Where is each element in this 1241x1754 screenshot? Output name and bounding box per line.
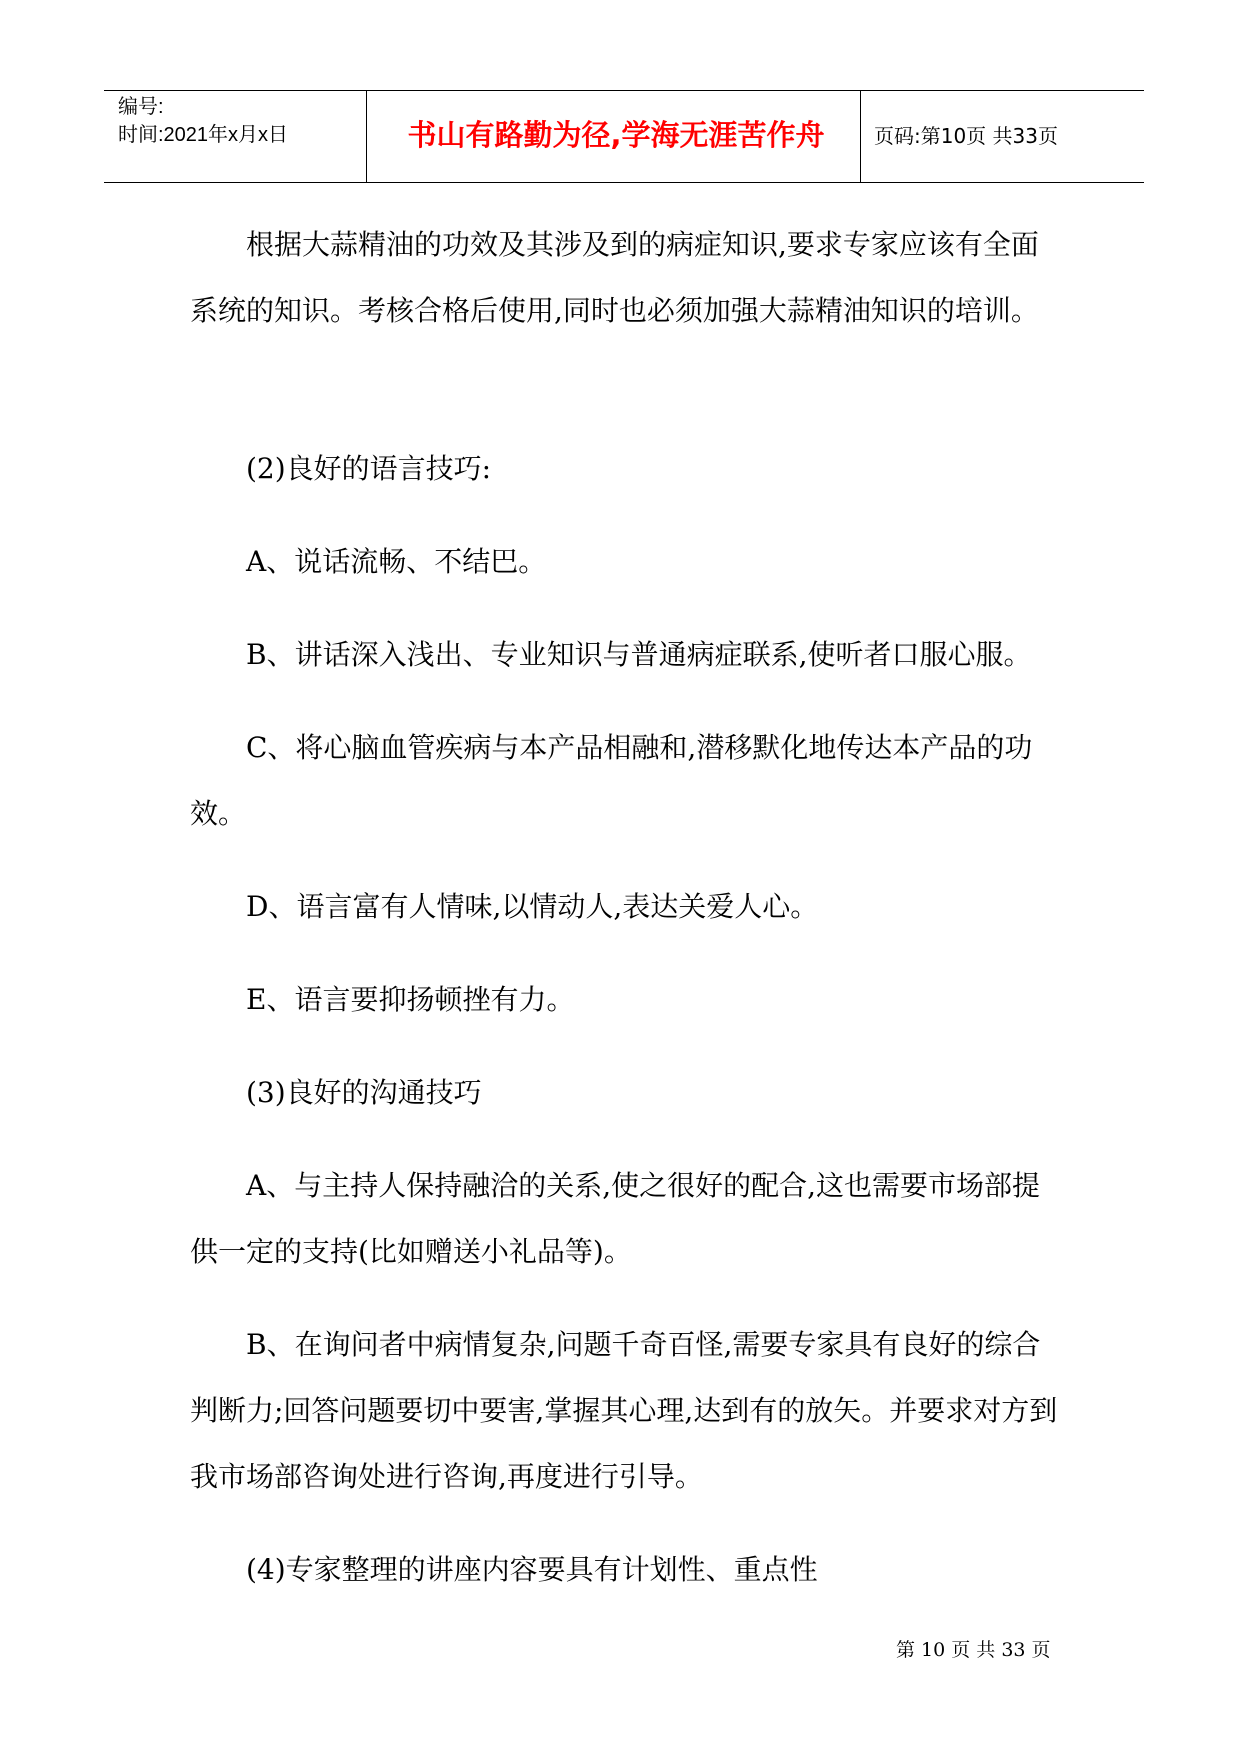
header-meta xyxy=(118,93,288,149)
section-heading-communication: (3)良好的沟通技巧 xyxy=(246,1076,482,1109)
header-motto: 书山有路勤为径,学海无涯苦作舟 xyxy=(407,118,825,152)
header-page-info: 页码:第10页 共33页 xyxy=(874,124,1058,148)
section-heading-lecture: (4)专家整理的讲座内容要具有计划性、重点性 xyxy=(246,1553,818,1586)
header-divider-left xyxy=(366,91,367,182)
paragraph-language-e: E、语言要抑扬顿挫有力。 xyxy=(246,983,575,1016)
page-footer: 第 10 页 共 33 页 xyxy=(896,1639,1051,1661)
paragraph-language-c: C、将心脑血管疾病与本产品相融和,潜移默化地传达本产品的功效。 xyxy=(190,731,1033,830)
paragraph-communication-b: B、在询问者中病情复杂,问题千奇百怪,需要专家具有良好的综合判断力;回答问题要切中要害,掌握其心理,达到有的放矢。并要求对方到我市场部咨询处进行咨询,再度进行引导。 xyxy=(190,1328,1058,1493)
paragraph-language-b: B、讲话深入浅出、专业知识与普通病症联系,使听者口服心服。 xyxy=(246,638,1032,671)
time-label: 时间:2021年x月x日 xyxy=(118,124,289,146)
paragraph-communication-a: A、与主持人保持融洽的关系,使之很好的配合,这也需要市场部提供一定的支持(比如赠送小礼品等)。 xyxy=(190,1169,1041,1268)
number-label: 编号: xyxy=(118,96,164,118)
page-header xyxy=(104,90,1144,183)
paragraph-language-d: D、语言富有人情味,以情动人,表达关爱人心。 xyxy=(246,890,819,923)
paragraph-intro: 根据大蒜精油的功效及其涉及到的病症知识,要求专家应该有全面系统的知识。考核合格后使用,同时也必须加强大蒜精油知识的培训。 xyxy=(190,228,1039,327)
paragraph-language-a: A、说话流畅、不结巴。 xyxy=(246,545,547,578)
section-heading-language: (2)良好的语言技巧: xyxy=(246,452,492,485)
header-divider-right xyxy=(860,91,861,182)
